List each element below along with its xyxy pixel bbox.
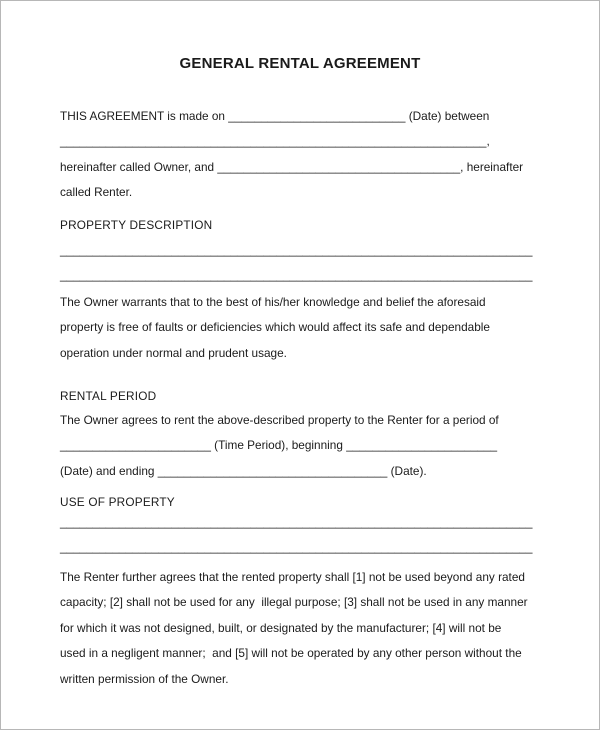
paragraph-line: used in a negligent manner; and [5] will not be operated by any other person without the: [60, 646, 522, 661]
blank-fill-line: ________________________________________________________________________: [60, 268, 533, 283]
paragraph-line: capacity; [2] shall not be used for any illegal purpose; [3] shall not be used in any manner: [60, 595, 528, 610]
agreement-intro-paragraph: [60, 104, 570, 206]
time-period-fill-line: _______________________ (Time Period), beginning _______________________: [60, 438, 498, 453]
end-date-fill-line: (Date) and ending ___________________________________ (Date).: [60, 463, 427, 478]
paragraph-line: for which it was not designed, built, or designated by the manufacturer; [4] will not be: [60, 620, 502, 635]
renter-terms-paragraph: [60, 565, 570, 692]
section-heading-rental-period: [60, 384, 570, 409]
paragraph-line: operation under normal and prudent usage.: [60, 345, 287, 360]
renter-name-fill-line: hereinafter called Owner, and _____________________________________, hereinafter: [60, 159, 524, 174]
paragraph-line: property is free of faults or deficiencies which would affect its safe and dependable: [60, 320, 490, 335]
section-heading-label: USE OF PROPERTY: [60, 495, 175, 509]
paragraph-line: The Owner agrees to rent the above-described property to the Renter for a period of: [60, 413, 499, 427]
use-of-property-fill-lines: [60, 510, 570, 561]
agreement-intro-line: THIS AGREEMENT is made on ___________________________ (Date) between: [60, 109, 490, 123]
blank-fill-line: ________________________________________________________________________: [60, 540, 533, 555]
section-heading-label: PROPERTY DESCRIPTION: [60, 218, 213, 232]
section-heading-label: RENTAL PERIOD: [60, 389, 157, 403]
owner-warranty-paragraph: [60, 290, 570, 366]
document-title: GENERAL RENTAL AGREEMENT: [179, 55, 421, 72]
property-description-fill-lines: [60, 238, 570, 289]
blank-fill-line: ________________________________________________________________________: [60, 515, 533, 529]
agreement-intro-line: called Renter.: [60, 185, 133, 200]
section-heading-property-description: [60, 213, 570, 238]
owner-name-fill-line: _________________________________________________________________,: [60, 134, 490, 149]
blank-fill-line: ________________________________________________________________________: [60, 243, 533, 257]
rental-period-paragraph: [60, 408, 570, 484]
paragraph-line: The Owner warrants that to the best of his/her knowledge and belief the aforesaid: [60, 295, 486, 309]
paragraph-line: written permission of the Owner.: [60, 671, 229, 686]
paragraph-line: The Renter further agrees that the rented property shall [1] not be used beyond any rated: [60, 570, 525, 584]
